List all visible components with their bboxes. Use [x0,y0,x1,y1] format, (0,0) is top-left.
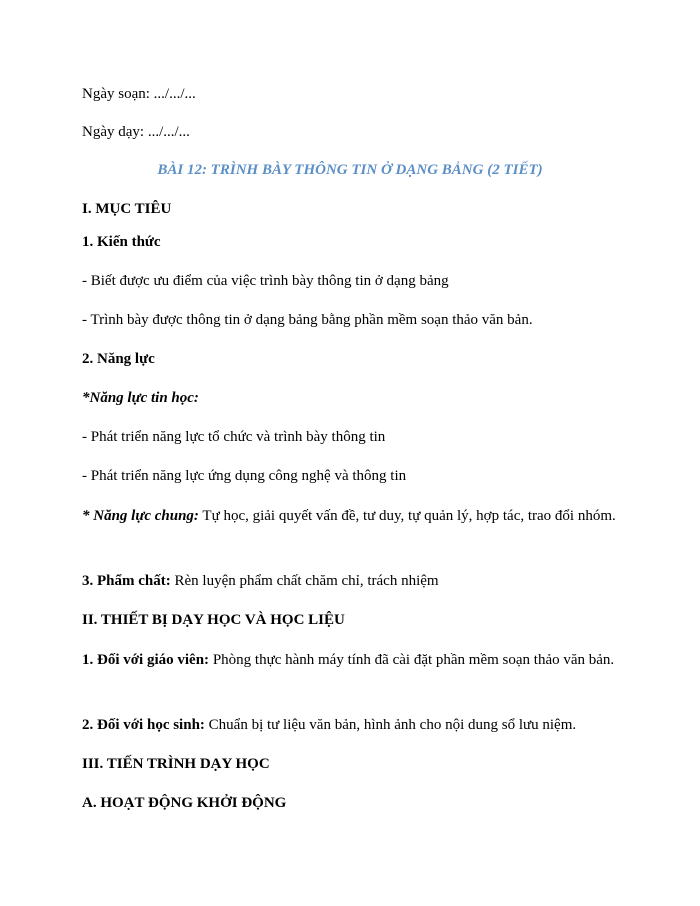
teacher-equipment [82,646,622,674]
competence-heading: 2. Năng lực [82,351,155,367]
teacher-label: 1. Đối với giáo viên: [82,652,210,668]
knowledge-item-2: - Trình bày được thông tin ở dạng bảng bằng phần mềm soạn thảo văn bản. [82,312,533,328]
lesson-title: BÀI 12: TRÌNH BÀY THÔNG TIN Ở DẠNG BẢNG (2 TIẾT) [157,162,543,178]
knowledge-item-1: - Biết được ưu điểm của việc trình bày thông tin ở dạng bảng [82,273,449,289]
section-heading-equipment: II. THIẾT BỊ DẠY HỌC VÀ HỌC LIỆU [82,612,345,628]
quality [82,568,622,595]
teacher-text: Phòng thực hành máy tính đã cài đặt phần mềm soạn thảo văn bản. [209,652,615,668]
teach-date: Ngày dạy: .../.../... [82,124,190,140]
quality-label: 3. Phẩm chất: [82,573,171,589]
it-competence-label: *Năng lực tin học: [82,390,199,406]
general-competence-text: Tự học, giải quyết vấn đề, tư duy, tự quản lý, hợp tác, trao đổi nhóm. [198,508,616,524]
section-heading-objectives: I. MỤC TIÊU [82,201,172,217]
prep-date: Ngày soạn: .../.../... [82,86,196,102]
warmup-heading: A. HOẠT ĐỘNG KHỞI ĐỘNG [82,795,287,811]
quality-text: Rèn luyện phẩm chất chăm chỉ, trách nhiệm [170,573,439,589]
student-equipment [82,712,622,739]
knowledge-heading: 1. Kiến thức [82,234,161,250]
it-competence-item-2: - Phát triển năng lực ứng dụng công nghệ và thông tin [82,468,407,484]
student-text: Chuẩn bị tư liệu văn bản, hình ảnh cho nội dung sổ lưu niệm. [204,717,577,733]
general-competence [82,502,622,530]
student-label: 2. Đối với học sinh: [82,717,205,733]
section-heading-process: III. TIẾN TRÌNH DẠY HỌC [82,756,270,772]
general-competence-label: * Năng lực chung: [82,508,199,524]
it-competence-item-1: - Phát triển năng lực tổ chức và trình bày thông tin [82,429,386,445]
